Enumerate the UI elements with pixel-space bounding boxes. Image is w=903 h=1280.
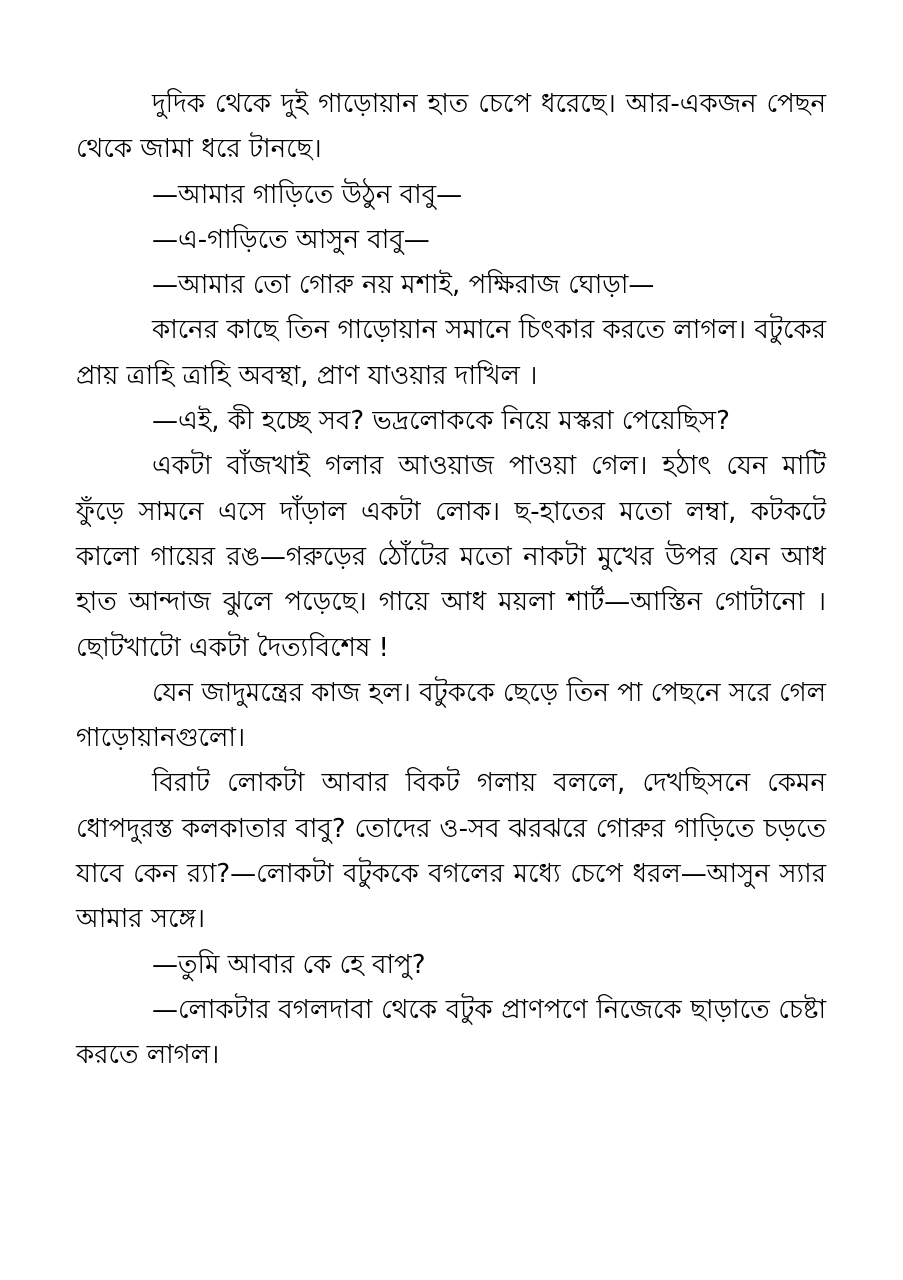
paragraph: —লোকটার বগলদাবা থেকে বটুক প্রাণপণে নিজেকে ছাড়াতে চেষ্টা করতে লাগল। xyxy=(76,994,826,1071)
paragraph: যেন জাদুমন্ত্রের কাজ হল। বটুককে ছেড়ে তিন পা পেছনে সরে গেল গাড়োয়ানগুলো। xyxy=(76,677,826,754)
page-body xyxy=(76,82,826,1079)
dialogue-line: —তুমি আবার কে হে বাপু? xyxy=(152,949,426,980)
dialogue-line: —এ-গাড়িতে আসুন বাবু— xyxy=(152,224,430,255)
dialogue-line: —এই, কী হচ্ছে সব? ভদ্রলোককে নিয়ে মস্করা পেয়েছিস? xyxy=(152,406,730,437)
paragraph: দুদিক থেকে দুই গাড়োয়ান হাত চেপে ধরেছে। আর-একজন পেছন থেকে জামা ধরে টানছে। xyxy=(76,89,826,165)
paragraph: বিরাট লোকটা আবার বিকট গলায় বললে, দেখছিসনে কেমন ধোপদুরস্ত কলকাতার বাবু? তোদের ও-সব ঝরঝরে গোরুর গাড়িতে চড়তে যাবে কেন র‍্যা?—লোকটা বটুককে বগলের মধ্যে চেপে ধরল—আসুন স্যার আমার সঙ্গে। xyxy=(76,768,826,935)
dialogue-line: —আমার তো গোরু নয় মশাই, পক্ষিরাজ ঘোড়া— xyxy=(152,270,655,301)
dialogue-line: —আমার গাড়িতে উঠুন বাবু— xyxy=(152,179,463,210)
paragraph: একটা বাঁজখাই গলার আওয়াজ পাওয়া গেল। হঠাৎ যেন মাটি ফুঁড়ে সামনে এসে দাঁড়াল একটা লোক। ছ-হাতের মতো লম্বা, কটকটে কালো গায়ের রঙ—গরুড়ের ঠোঁটের মতো নাকটা মুখের উপর যেন আধ হাত আন্দাজ ঝুলে পড়েছে। গায়ে আধ ময়লা শার্ট—আস্তিন গোটানো । ছোটখাটো একটা দৈত্যবিশেষ ! xyxy=(76,451,826,663)
paragraph: কানের কাছে তিন গাড়োয়ান সমানে চিৎকার করতে লাগল। বটুকের প্রায় ত্রাহি ত্রাহি অবস্থা, প্রাণ যাওয়ার দাখিল । xyxy=(76,315,826,391)
